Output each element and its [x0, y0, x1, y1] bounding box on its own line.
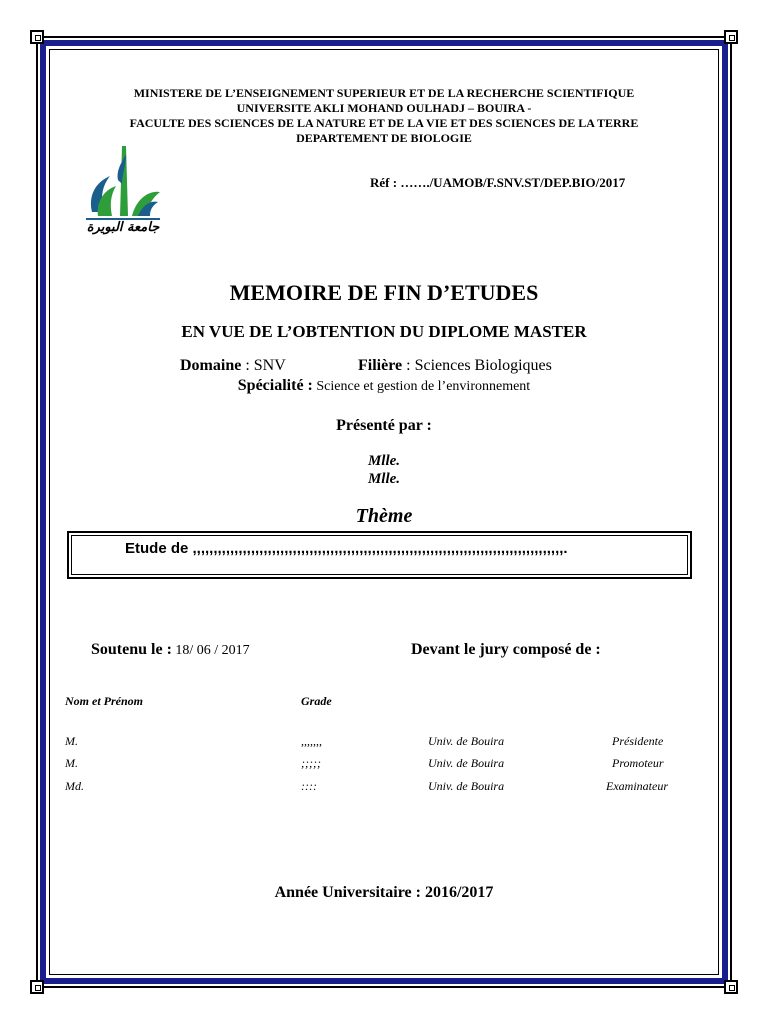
- specialite-value: Science et gestion de l’environnement: [312, 379, 531, 394]
- specialite-field: [60, 377, 708, 395]
- jury-row-1-name: M.: [65, 734, 78, 748]
- jury-header-name: Nom et Prénom: [65, 694, 143, 708]
- specialite-label: Spécialité :: [237, 377, 313, 394]
- faculty-line: FACULTE DES SCIENCES DE LA NATURE ET DE LA VIE ET DES SCIENCES DE LA TERRE: [129, 116, 639, 130]
- jury-row-2-univ: Univ. de Bouira: [428, 756, 505, 770]
- jury-row-3-univ: Univ. de Bouira: [428, 779, 505, 793]
- student-1: Mlle.: [367, 453, 401, 469]
- frame-corner-top-left: [30, 30, 44, 44]
- jury-row-2-name: M.: [65, 756, 78, 770]
- jury-row-3-grade: ::::: [301, 779, 317, 793]
- student-2: Mlle.: [367, 471, 401, 487]
- domaine-label: Domaine: [180, 357, 242, 374]
- jury-title: Devant le jury composé de :: [411, 641, 601, 658]
- defense-date-label: Soutenu le :: [91, 641, 172, 658]
- filiere-label: Filière: [358, 357, 403, 374]
- domaine-field: [180, 357, 286, 375]
- frame-corner-bottom-left: [30, 980, 44, 994]
- jury-row-3-role: Examinateur: [606, 779, 668, 793]
- reference-number: Réf : ……./UAMOB/F.SNV.ST/DEP.BIO/2017: [370, 175, 626, 190]
- filiere-value: : Sciences Biologiques: [402, 357, 552, 374]
- institution-header: [60, 86, 708, 146]
- document-title: MEMOIRE DE FIN D’ETUDES: [229, 280, 539, 305]
- jury-header-grade: Grade: [301, 694, 332, 708]
- jury-row-2-role: Promoteur: [612, 756, 664, 770]
- jury-row-1-univ: Univ. de Bouira: [428, 734, 505, 748]
- theme-text: Etude de ,,,,,,,,,,,,,,,,,,,,,,,,,,,,,,,,,,,,,,,,,,,,,,,,,,,,,,,,,,,,,,,,,,,,,,,,,,,,,,,,,,,,,,,,,.: [125, 540, 568, 557]
- ministry-line: MINISTERE DE L’ENSEIGNEMENT SUPERIEUR ET DE LA RECHERCHE SCIENTIFIQUE: [133, 86, 635, 100]
- university-line: UNIVERSITE AKLI MOHAND OULHADJ – BOUIRA -: [236, 101, 532, 115]
- filiere-field: [358, 357, 552, 375]
- jury-row-1-grade: ,,,,,,,: [301, 734, 322, 748]
- presented-by-label: Présenté par :: [336, 417, 432, 434]
- jury-row-1-role: Présidente: [612, 734, 664, 748]
- jury-row-2-grade: ;;;;;: [301, 756, 321, 770]
- jury-row-3-name: Md.: [65, 779, 84, 793]
- defense-date: [91, 641, 250, 659]
- defense-date-value: 18/ 06 / 2017: [171, 643, 250, 658]
- university-logo: [82, 140, 164, 240]
- document-subtitle: EN VUE DE L’OBTENTION DU DIPLOME MASTER: [181, 322, 587, 341]
- theme-label: Thème: [355, 505, 413, 527]
- academic-year: Année Universitaire : 2016/2017: [274, 884, 494, 901]
- logo-arabic-text: جامعة البويرة: [86, 220, 160, 235]
- frame-corner-bottom-right: [724, 980, 738, 994]
- department-line: DEPARTEMENT DE BIOLOGIE: [296, 131, 472, 145]
- domaine-value: : SNV: [241, 357, 286, 374]
- frame-corner-top-right: [724, 30, 738, 44]
